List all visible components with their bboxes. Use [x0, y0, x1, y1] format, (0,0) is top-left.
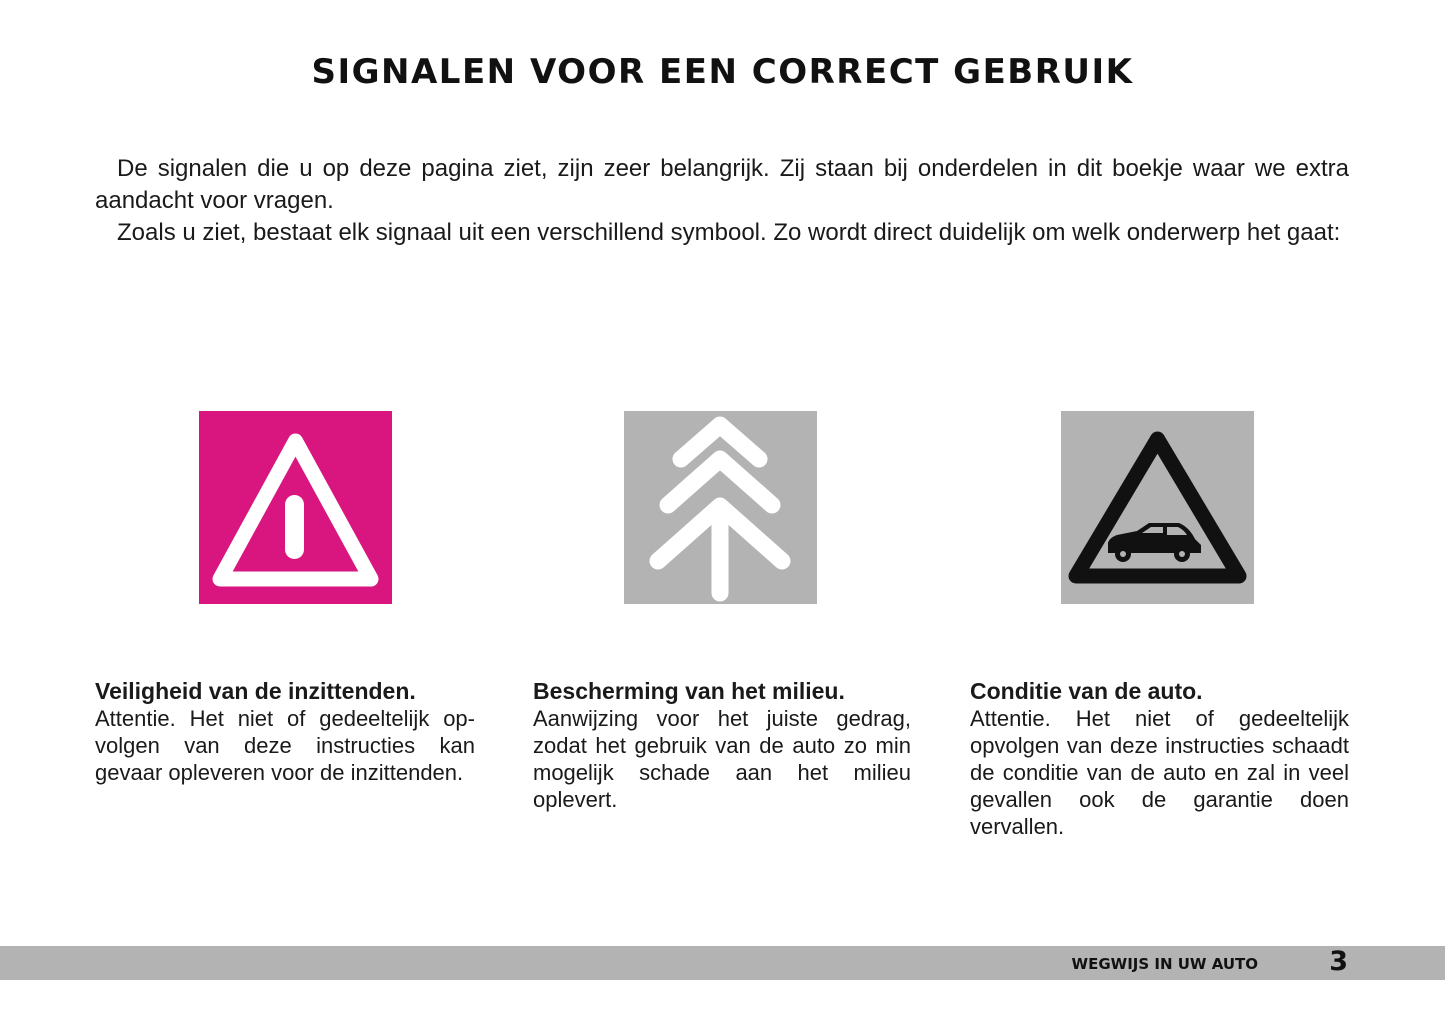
- intro-paragraph-1: De signalen die u op deze pagina ziet, zijn zeer belangrijk. Zij staan bij onderdelen in dit boekje waar we extra aandacht voor vragen.: [95, 155, 1349, 214]
- car-warning-triangle-icon: [1061, 411, 1254, 604]
- intro-paragraph-2: Zoals u ziet, bestaat elk signaal uit een verschillend symbool. Zo wordt direct duidelijk om welk onderwerp het gaat:: [117, 219, 1341, 246]
- signal-environment-text: Aanwijzing voor het juiste gedrag, zodat het gebruik van de auto zo min mogelijk schade aan het milieu oplevert.: [533, 706, 911, 812]
- footer-bar: [0, 946, 1445, 980]
- signal-car-condition-heading: Conditie van de auto.: [970, 678, 1203, 704]
- page-title: SIGNALEN VOOR EEN CORRECT GEBRUIK: [311, 52, 1134, 92]
- signal-safety: [95, 678, 475, 786]
- signal-environment: [533, 678, 911, 813]
- signal-safety-heading: Veiligheid van de inzittenden.: [95, 678, 416, 704]
- page-number: 3: [1329, 946, 1348, 977]
- signal-safety-text: Attentie. Het niet of gedeeltelijk op-volgen van deze instructies kan gevaar opleveren voor de inzittenden.: [95, 706, 475, 785]
- tree-arrow-icon: [624, 411, 817, 604]
- signal-car-condition: [970, 678, 1349, 840]
- warning-triangle-exclamation-icon: [199, 411, 392, 604]
- intro-text: [95, 153, 1349, 249]
- signal-car-condition-text: Attentie. Het niet of gedeeltelijk opvolgen van deze instructies schaadt de conditie van de auto en zal in veel gevallen ook de garantie doen vervallen.: [970, 706, 1349, 839]
- signal-environment-heading: Bescherming van het milieu.: [533, 678, 845, 704]
- footer-section-title: WEGWIJS IN UW AUTO: [1071, 955, 1258, 973]
